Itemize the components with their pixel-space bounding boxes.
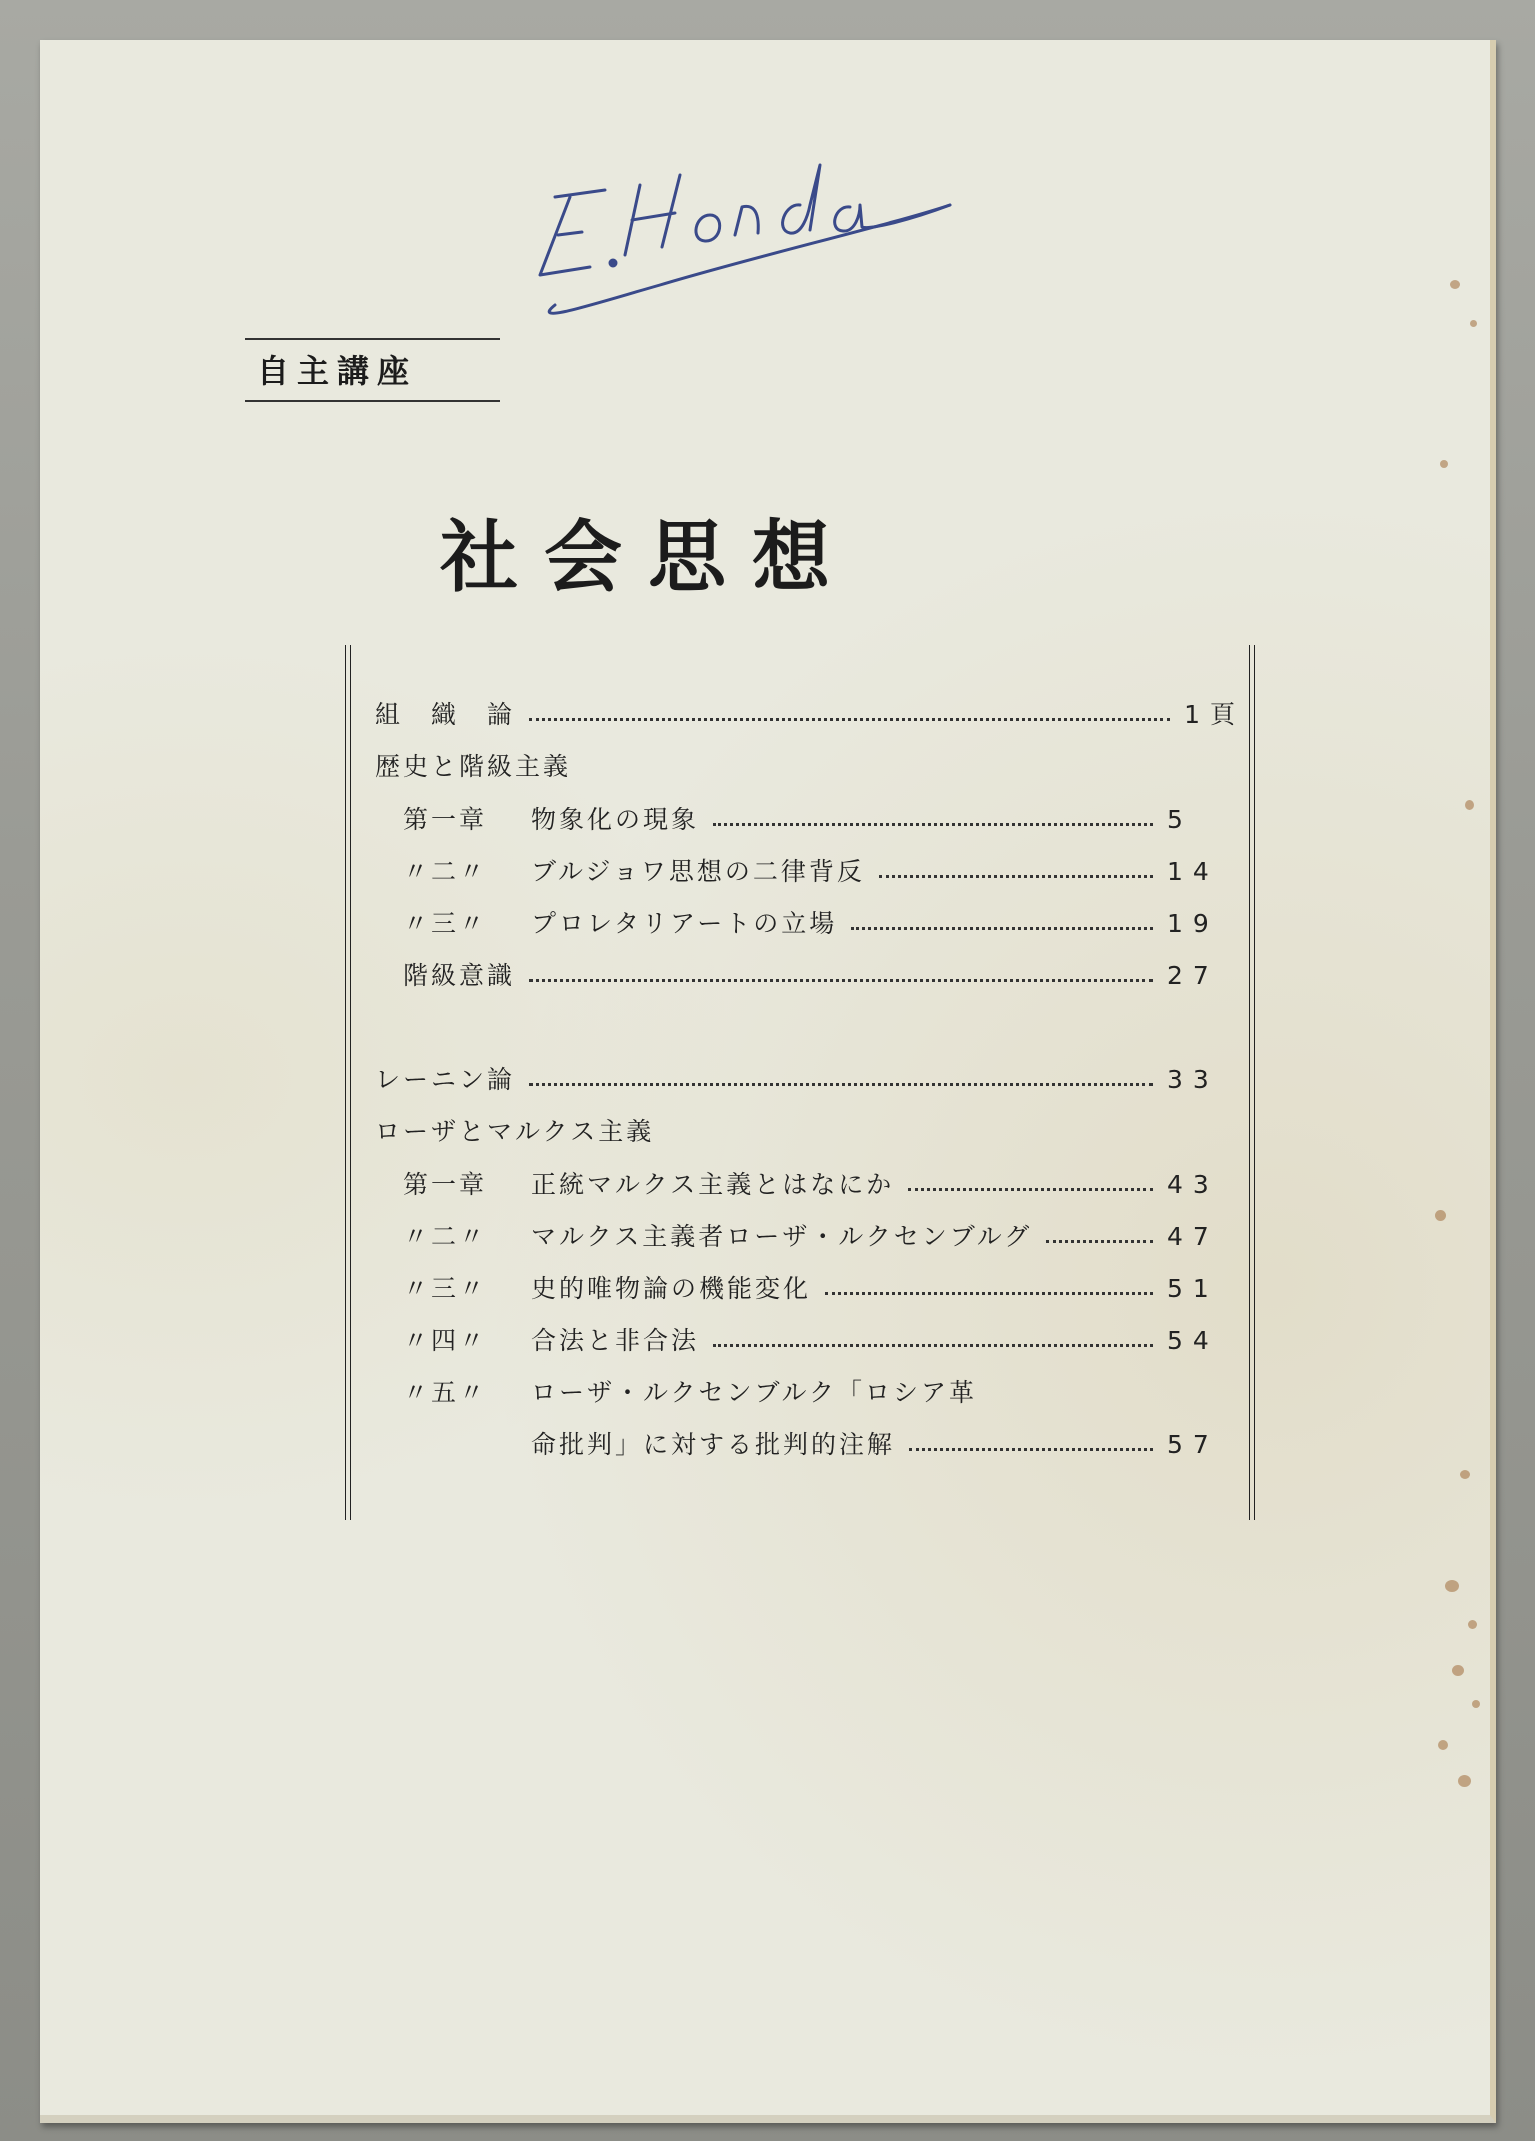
toc-entry-page: 43 (1167, 1170, 1219, 1199)
toc-right-rule (1249, 645, 1255, 1520)
foxing-stain (1468, 1620, 1477, 1629)
toc-entry (403, 904, 1225, 940)
toc-entry-page: 14 (1167, 857, 1219, 886)
toc-entry (531, 1425, 1225, 1461)
toc-leader (851, 915, 1153, 930)
toc-entry-title: ローザ・ルクセンブルク「ロシア革 (531, 1378, 978, 1407)
toc-entry (375, 695, 1245, 731)
foxing-stain (1440, 460, 1448, 468)
toc-entry-title: 正統マルクス主義とはなにか (531, 1170, 895, 1199)
toc-entry-page: 57 (1167, 1430, 1219, 1459)
toc-leader (713, 1332, 1153, 1347)
toc-entry-chapter: 〃二〃 (403, 1222, 488, 1251)
table-of-contents (345, 645, 1255, 1520)
toc-entry-title: レーニン論 (375, 1065, 516, 1094)
toc-entry-title: 物象化の現象 (531, 805, 700, 834)
toc-entry-chapter: 〃三〃 (403, 909, 488, 938)
toc-entry-title: プロレタリアートの立場 (531, 909, 838, 938)
foxing-stain (1465, 800, 1474, 810)
toc-entry-title: 組 織 論 (375, 700, 516, 729)
toc-entry (403, 1373, 977, 1409)
toc-entry (403, 1165, 1225, 1201)
toc-leader (1046, 1228, 1153, 1243)
toc-entry-title: 命批判」に対する批判的注解 (531, 1430, 896, 1459)
toc-entry-title: マルクス主義者ローザ・ルクセンブルグ (531, 1222, 1033, 1251)
toc-leader (909, 1436, 1153, 1451)
toc-entry-page: 54 (1167, 1326, 1219, 1355)
toc-entry-page: 27 (1167, 961, 1219, 990)
toc-entry-title: 史的唯物論の機能変化 (531, 1274, 812, 1303)
foxing-stain (1452, 1665, 1464, 1676)
foxing-stain (1458, 1775, 1471, 1787)
toc-leader (908, 1176, 1153, 1191)
toc-entry (403, 1269, 1225, 1305)
toc-entry (375, 747, 571, 783)
toc-entry (403, 1321, 1225, 1357)
foxing-stain (1445, 1580, 1459, 1592)
toc-entry (403, 1217, 1225, 1253)
document-page (40, 40, 1496, 2123)
toc-entry-title: ブルジョワ思想の二律背反 (531, 857, 865, 886)
toc-entry-page: 1頁 (1184, 700, 1245, 729)
toc-left-rule (345, 645, 351, 1520)
toc-leader (713, 811, 1153, 826)
toc-entry (403, 956, 1225, 992)
toc-entry-chapter: 第一章 (403, 805, 488, 834)
toc-entry-chapter: 第一章 (403, 1170, 488, 1199)
page-title: 社会思想 (440, 512, 857, 603)
toc-leader (825, 1280, 1153, 1295)
foxing-stain (1435, 1210, 1446, 1221)
toc-leader (879, 863, 1153, 878)
toc-entry-page: 47 (1167, 1222, 1219, 1251)
toc-entry-page: 5 (1167, 805, 1193, 834)
toc-entry (375, 1112, 654, 1148)
toc-entry-chapter: 〃五〃 (403, 1378, 488, 1407)
toc-entry (403, 800, 1225, 836)
foxing-stain (1460, 1470, 1470, 1479)
toc-entry-chapter: 〃三〃 (403, 1274, 488, 1303)
toc-entry-title: 合法と非合法 (531, 1326, 700, 1355)
toc-entry-title: 歴史と階級主義 (375, 752, 572, 781)
toc-leader (529, 1071, 1153, 1086)
toc-entry-chapter: 〃二〃 (403, 857, 488, 886)
foxing-stain (1470, 320, 1477, 327)
toc-entry (375, 1060, 1225, 1096)
foxing-stain (1438, 1740, 1448, 1750)
toc-leader (529, 967, 1153, 982)
foxing-stain (1450, 280, 1460, 289)
toc-leader (529, 706, 1170, 721)
toc-entry-chapter: 〃四〃 (403, 1326, 488, 1355)
toc-entry (403, 852, 1225, 888)
toc-entry-page: 19 (1167, 909, 1219, 938)
handwritten-signature (510, 135, 990, 335)
toc-entry-page: 51 (1167, 1274, 1219, 1303)
series-label: 自主講座 (245, 338, 500, 402)
toc-entry-title: ローザとマルクス主義 (375, 1117, 655, 1146)
toc-entry-page: 33 (1167, 1065, 1219, 1094)
toc-entry-title: 階級意識 (403, 961, 516, 990)
foxing-stain (1472, 1700, 1480, 1708)
